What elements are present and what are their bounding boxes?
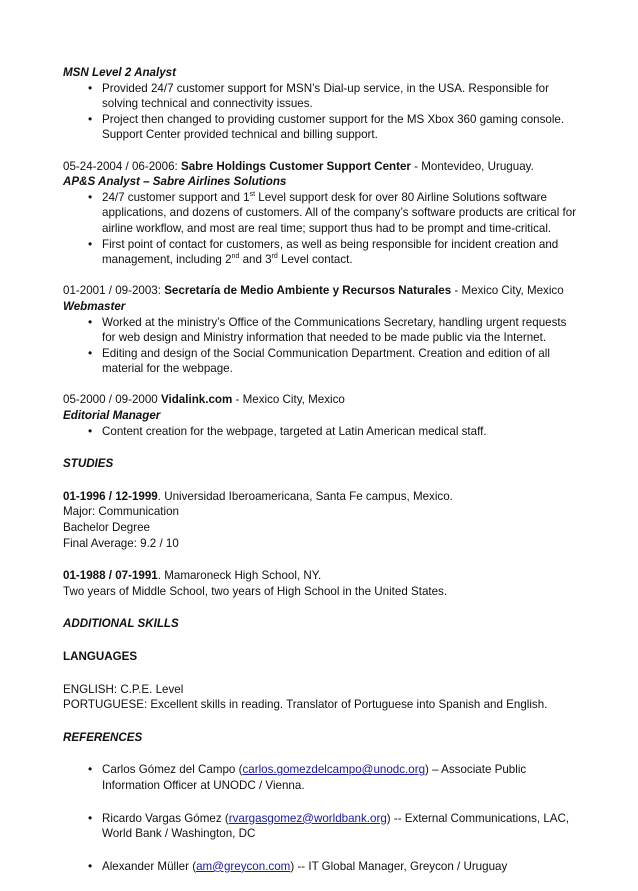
list-item: • Project then changed to providing customer support for the MS Xbox 360 gaming console. Support Center provided technical and billing support. [63, 112, 583, 143]
study-entry-highschool: 01-1988 / 07-1991. Mamaroneck High School, NY. [63, 569, 322, 583]
resume-content [63, 65, 583, 891]
job-header-sabre: 05-24-2004 / 06-2006: Sabre Holdings Customer Support Center - Montevideo, Uruguay. [63, 159, 534, 173]
list-item: • First point of contact for customers, as well as being responsible for incident creation and management, including 2nd and 3rd Level contact. [63, 237, 583, 268]
references-list [63, 762, 583, 874]
language-portuguese: PORTUGUESE: Excellent skills in reading. Translator of Portuguese into Spanish and English. [63, 698, 548, 712]
job-header-vidalink: 05-2000 / 09-2000 Vidalink.com - Mexico City, Mexico [63, 393, 345, 407]
email-link[interactable]: carlos.gomezdelcampo@unodc.org [242, 763, 426, 777]
study-degree: Bachelor Degree [63, 521, 151, 535]
list-item: • Carlos Gómez del Campo (carlos.gomezdelcampo@unodc.org) – Associate Public Information Officer at UNODC / Vienna. [63, 762, 583, 793]
email-link[interactable]: rvargasgomez@worldbank.org [228, 811, 387, 825]
list-item: • Editing and design of the Social Communication Department. Creation and edition of all material for the webpage. [63, 346, 583, 377]
semarnat-bullets [63, 315, 583, 377]
list-item: • Alexander Müller (am@greycon.com) -- IT Global Manager, Greycon / Uruguay [63, 859, 583, 875]
subheading-languages: LANGUAGES [63, 650, 138, 663]
section-heading-references: REFERENCES [63, 730, 143, 744]
section-heading-skills: ADDITIONAL SKILLS [63, 617, 179, 631]
section-heading-studies: STUDIES [63, 457, 114, 471]
list-item: • Content creation for the webpage, targeted at Latin American medical staff. [63, 424, 583, 440]
list-item: • 24/7 customer support and 1st Level support desk for over 80 Airline Solutions software applications, and dozens of customers. All of the company’s software products are critical for airline workflow, and most are real time; support thus had to be prompt and time-critical. [63, 190, 583, 237]
sabre-bullets [63, 190, 583, 268]
study-major: Major: Communication [63, 505, 179, 519]
job-title-editorial: Editorial Manager [63, 409, 161, 423]
msn-bullets [63, 81, 583, 143]
job-title-sabre: AP&S Analyst – Sabre Airlines Solutions [63, 175, 287, 189]
study-entry-university: 01-1996 / 12-1999. Universidad Iberoamericana, Santa Fe campus, Mexico. [63, 489, 453, 503]
study-average: Final Average: 9.2 / 10 [63, 536, 179, 550]
job-header-semarnat: 01-2001 / 09-2003: Secretaría de Medio Ambiente y Recursos Naturales - Mexico City, Mexico [63, 284, 564, 298]
vidalink-bullets [63, 424, 583, 440]
language-english: ENGLISH: C.P.E. Level [63, 682, 184, 696]
list-item: • Ricardo Vargas Gómez (rvargasgomez@worldbank.org) -- External Communications, LAC, World Bank / Washington, DC [63, 811, 583, 842]
list-item: • Worked at the ministry’s Office of the Communications Secretary, handling urgent requests for web design and Ministry information that needed to be made public via the Internet. [63, 315, 583, 346]
email-link[interactable]: am@greycon.com [196, 859, 291, 873]
job-title-msn: MSN Level 2 Analyst [63, 66, 176, 79]
list-item: • Provided 24/7 customer support for MSN’s Dial-up service, in the USA. Responsible for solving technical and connectivity issues. [63, 81, 583, 112]
job-title-webmaster: Webmaster [63, 299, 126, 313]
study-highschool-detail: Two years of Middle School, two years of High School in the United States. [63, 584, 448, 598]
